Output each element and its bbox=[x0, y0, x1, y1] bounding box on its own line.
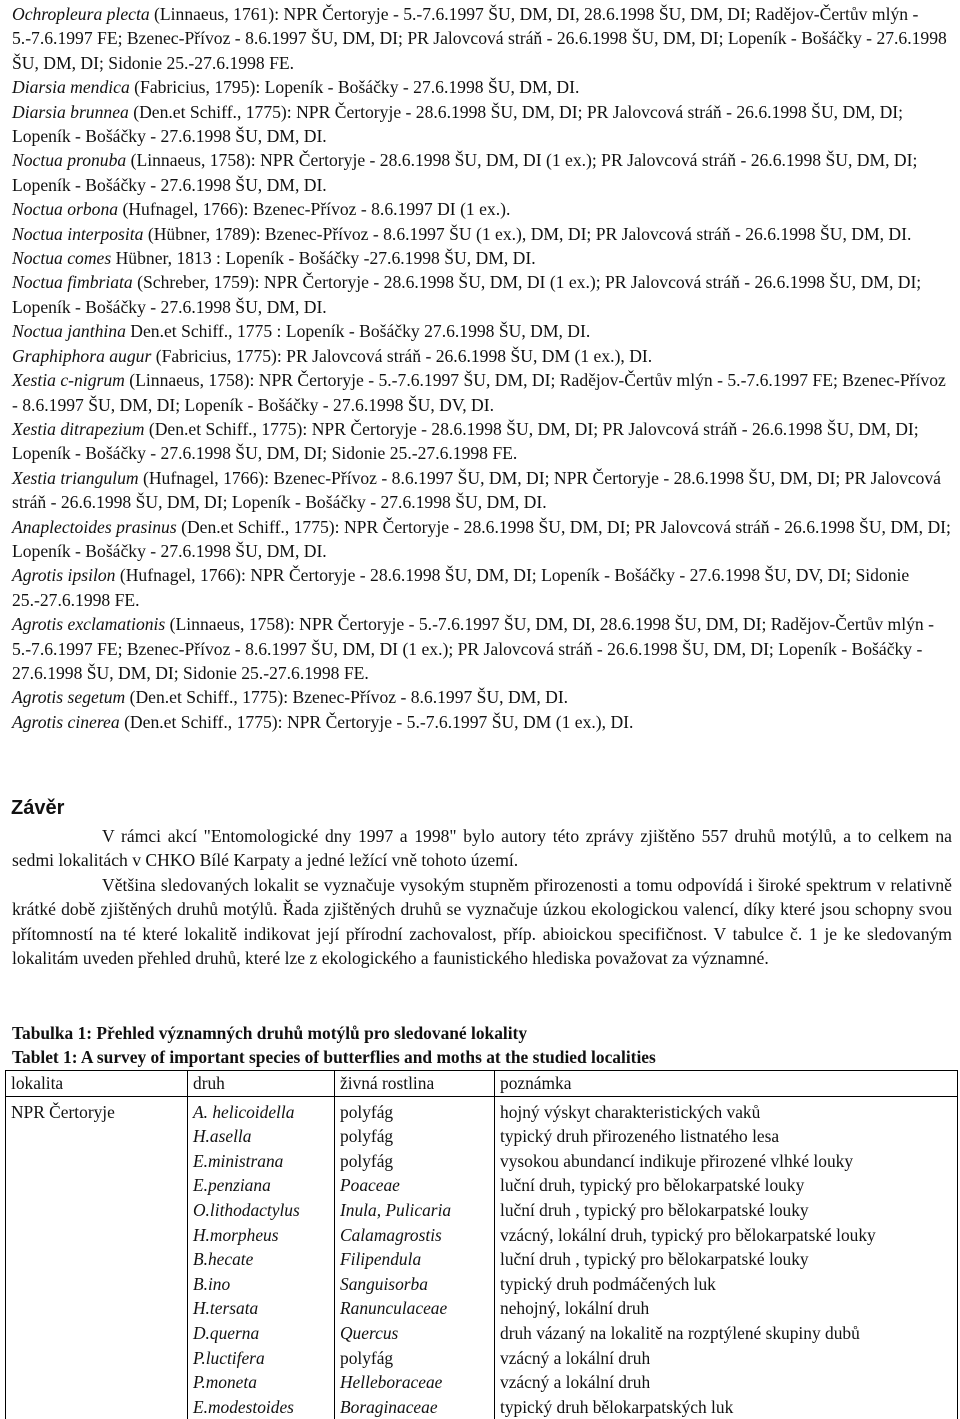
species-name: Agrotis segetum bbox=[12, 687, 126, 708]
table-row bbox=[6, 1395, 958, 1419]
cell-locality: NPR Čertoryje bbox=[6, 1096, 188, 1124]
table-row bbox=[6, 1346, 958, 1371]
cell-note: luční druh , typický pro bělokarpatské louky bbox=[495, 1198, 958, 1223]
species-records: (Linnaeus, 1761): NPR Čertoryje - 5.-7.6.1997 ŠU, DM, DI, 28.6.1998 ŠU, DM, DI; Radějov-Čertův mlýn - 5.-7.6.1997 FE; Bzenec-Přívoz - 8.6.1997 ŠU, DM, DI; PR Jalovcová stráň - 26.6.1998 ŠU, DM, DI; Lopeník - Bošáčky - 27.6.1998 ŠU, DM, DI; Sidonie 25.-27.6.1998 FE. bbox=[12, 4, 947, 73]
species-entry bbox=[12, 222, 956, 246]
species-name: Noctua pronuba bbox=[12, 150, 127, 171]
species-name: Agrotis exclamationis bbox=[12, 614, 166, 635]
conclusion-paragraph: Většina sledovaných lokalit se vyznačuje vysokým stupněm přirozenosti a tomu odpovídá i široké spektrum v relativně krátké době zjištěných druhů motýlů. Řada zjištěných druhů se vyznačuje úzkou ekologickou valencí, díky které jsou schopny svou přítomností na té které lokalitě indikovat její přírodní zachovalost, příp. abioickou specifičnost. V tabulce č. 1 je ke sledovaným lokalitám uveden přehled druhů, které lze z ekologického a faunistického hlediska považovat za významné. bbox=[12, 874, 952, 969]
species-name: Anaplectoides prasinus bbox=[12, 516, 177, 537]
species-entry bbox=[12, 100, 956, 149]
species-entry bbox=[12, 197, 956, 221]
species-records: (Hübner, 1789): Bzenec-Přívoz - 8.6.1997 ŠU (1 ex.), DM, DI; PR Jalovcová stráň - 26.6.1998 ŠU, DM, DI. bbox=[143, 223, 912, 244]
species-records: (Linnaeus, 1758): NPR Čertoryje - 5.-7.6.1997 ŠU, DM, DI, 28.6.1998 ŠU, DM, DI; Radějov-Čertův mlýn - 5.-7.6.1997 FE; Bzenec-Přívoz - 8.6.1997 ŠU, DM, DI (1 ex.); PR Jalovcová stráň - 26.6.1998 ŠU, DM, DI; Lopeník - Bošáčky - 27.6.1998 ŠU, DM, DI; Sidonie 25.-27.6.1998 FE. bbox=[12, 614, 934, 683]
table-row bbox=[6, 1124, 958, 1149]
table-caption bbox=[12, 1021, 957, 1069]
cell-locality bbox=[6, 1346, 188, 1371]
table-row bbox=[6, 1370, 958, 1395]
cell-locality bbox=[6, 1370, 188, 1395]
species-entry bbox=[12, 75, 956, 99]
cell-food-plant: polyfág bbox=[335, 1096, 495, 1124]
cell-species: B.hecate bbox=[188, 1247, 335, 1272]
cell-food-plant: Helleboraceae bbox=[335, 1370, 495, 1395]
species-entry bbox=[12, 612, 956, 685]
cell-note: luční druh, typický pro bělokarpatské louky bbox=[495, 1173, 958, 1198]
cell-locality bbox=[6, 1173, 188, 1198]
cell-locality bbox=[6, 1149, 188, 1174]
table-row bbox=[6, 1198, 958, 1223]
species-entry bbox=[12, 710, 956, 734]
species-entry bbox=[12, 344, 956, 368]
cell-note: typický druh podmáčených luk bbox=[495, 1272, 958, 1297]
cell-note: vzácný a lokální druh bbox=[495, 1370, 958, 1395]
species-name: Xestia c-nigrum bbox=[12, 370, 125, 391]
cell-food-plant: Quercus bbox=[335, 1321, 495, 1346]
cell-species: A. helicoidella bbox=[188, 1096, 335, 1124]
species-records: (Fabricius, 1795): Lopeník - Bošáčky - 27.6.1998 ŠU, DM, DI. bbox=[129, 77, 580, 98]
cell-locality bbox=[6, 1395, 188, 1419]
species-name: Diarsia brunnea bbox=[12, 101, 129, 122]
species-name: Agrotis ipsilon bbox=[12, 565, 116, 586]
table-row bbox=[6, 1247, 958, 1272]
cell-note: typický druh bělokarpatských luk bbox=[495, 1395, 958, 1419]
species-records: (Fabricius, 1775): PR Jalovcová stráň - 26.6.1998 ŠU, DM (1 ex.), DI. bbox=[151, 345, 653, 366]
species-records: (Hufnagel, 1766): Bzenec-Přívoz - 8.6.1997 DI (1 ex.). bbox=[118, 199, 511, 220]
table-row bbox=[6, 1321, 958, 1346]
cell-locality bbox=[6, 1223, 188, 1248]
cell-note: hojný výskyt charakteristických vaků bbox=[495, 1096, 958, 1124]
species-records: (Hufnagel, 1766): NPR Čertoryje - 28.6.1998 ŠU, DM, DI; Lopeník - Bošáčky - 27.6.1998 ŠU, DV, DI; Sidonie 25.-27.6.1998 FE. bbox=[12, 565, 910, 610]
cell-species: E.penziana bbox=[188, 1173, 335, 1198]
cell-note: typický druh přirozeného listnatého lesa bbox=[495, 1124, 958, 1149]
table-row bbox=[6, 1272, 958, 1297]
species-records: (Linnaeus, 1758): NPR Čertoryje - 28.6.1998 ŠU, DM, DI (1 ex.); PR Jalovcová stráň - 26.6.1998 ŠU, DM, DI; Lopeník - Bošáčky - 27.6.1998 ŠU, DM, DI. bbox=[12, 150, 918, 195]
cell-note: luční druh , typický pro bělokarpatské louky bbox=[495, 1247, 958, 1272]
species-name: Xestia ditrapezium bbox=[12, 418, 145, 439]
species-entry bbox=[12, 148, 956, 197]
species-entry bbox=[12, 246, 956, 270]
table-row bbox=[6, 1223, 958, 1248]
table-row bbox=[6, 1149, 958, 1174]
table-caption-czech: Tabulka 1: Přehled významných druhů motýlů pro sledované lokality bbox=[12, 1023, 528, 1043]
cell-locality bbox=[6, 1272, 188, 1297]
species-name: Graphiphora augur bbox=[12, 345, 152, 366]
cell-note: nehojný, lokální druh bbox=[495, 1296, 958, 1321]
column-header-food-plant: živná rostlina bbox=[335, 1071, 495, 1097]
column-header-note: poznámka bbox=[495, 1071, 958, 1097]
species-name: Noctua interposita bbox=[12, 223, 144, 244]
cell-species: P.moneta bbox=[188, 1370, 335, 1395]
conclusion-heading: Závěr bbox=[11, 797, 65, 819]
cell-species: H.tersata bbox=[188, 1296, 335, 1321]
important-species-table bbox=[5, 1070, 958, 1419]
cell-locality bbox=[6, 1247, 188, 1272]
cell-note: druh vázaný na lokalitě na rozptýlené skupiny dubů bbox=[495, 1321, 958, 1346]
species-name: Noctua fimbriata bbox=[12, 272, 133, 293]
cell-species: E.modestoides bbox=[188, 1395, 335, 1419]
cell-locality bbox=[6, 1198, 188, 1223]
cell-food-plant: Sanguisorba bbox=[335, 1272, 495, 1297]
species-name: Noctua comes bbox=[12, 248, 112, 269]
cell-species: B.ino bbox=[188, 1272, 335, 1297]
cell-food-plant: polyfág bbox=[335, 1149, 495, 1174]
species-records: (Schreber, 1759): NPR Čertoryje - 28.6.1998 ŠU, DM, DI (1 ex.); PR Jalovcová stráň - 26.6.1998 ŠU, DM, DI; Lopeník - Bošáčky - 27.6.1998 ŠU, DM, DI. bbox=[12, 272, 922, 317]
cell-note: vysokou abundancí indikuje přirozené vlhké louky bbox=[495, 1149, 958, 1174]
species-occurrence-list bbox=[12, 2, 956, 734]
cell-locality bbox=[6, 1124, 188, 1149]
species-entry bbox=[12, 319, 956, 343]
species-entry bbox=[12, 270, 956, 319]
species-name: Diarsia mendica bbox=[12, 77, 130, 98]
table-body bbox=[6, 1096, 958, 1419]
species-records: (Linnaeus, 1758): NPR Čertoryje - 5.-7.6.1997 ŠU, DM, DI; Radějov-Čertův mlýn - 5.-7.6.1997 FE; Bzenec-Přívoz - 8.6.1997 ŠU, DM, DI; Lopeník - Bošáčky - 27.6.1998 ŠU, DV, DI. bbox=[12, 370, 946, 415]
cell-species: H.asella bbox=[188, 1124, 335, 1149]
cell-food-plant: polyfág bbox=[335, 1346, 495, 1371]
cell-species: D.querna bbox=[188, 1321, 335, 1346]
species-entry bbox=[12, 2, 956, 75]
cell-species: E.ministrana bbox=[188, 1149, 335, 1174]
conclusion-body bbox=[12, 824, 952, 970]
species-records: (Den.et Schiff., 1775): NPR Čertoryje - 28.6.1998 ŠU, DM, DI; PR Jalovcová stráň - 26.6.1998 ŠU, DM, DI; Lopeník - Bošáčky - 27.6.1998 ŠU, DM, DI; Sidonie 25.-27.6.1998 FE. bbox=[12, 418, 919, 464]
species-entry bbox=[12, 563, 956, 612]
cell-food-plant: polyfág bbox=[335, 1124, 495, 1149]
cell-note: vzácný, lokální druh, typický pro bělokarpatské louky bbox=[495, 1223, 958, 1248]
column-header-locality: lokalita bbox=[6, 1071, 188, 1097]
cell-locality bbox=[6, 1321, 188, 1346]
cell-food-plant: Filipendula bbox=[335, 1247, 495, 1272]
species-records: (Den.et Schiff., 1775): NPR Čertoryje - 28.6.1998 ŠU, DM, DI; PR Jalovcová stráň - 26.6.1998 ŠU, DM, DI; Lopeník - Bošáčky - 27.6.1998 ŠU, DM, DI. bbox=[12, 516, 951, 561]
cell-food-plant: Boraginaceae bbox=[335, 1395, 495, 1419]
species-name: Noctua orbona bbox=[12, 199, 119, 220]
cell-species: P.luctifera bbox=[188, 1346, 335, 1371]
column-header-species: druh bbox=[188, 1071, 335, 1097]
species-records: (Den.et Schiff., 1775): NPR Čertoryje - 5.-7.6.1997 ŠU, DM (1 ex.), DI. bbox=[119, 711, 634, 732]
table-row bbox=[6, 1296, 958, 1321]
table-header-row bbox=[6, 1071, 958, 1097]
cell-food-plant: Calamagrostis bbox=[335, 1223, 495, 1248]
species-records: Den.et Schiff., 1775 : Lopeník - Bošáčky 27.6.1998 ŠU, DM, DI. bbox=[125, 321, 591, 342]
species-name: Agrotis cinerea bbox=[12, 711, 120, 732]
species-records: (Den.et Schiff., 1775): Bzenec-Přívoz - 8.6.1997 ŠU, DM, DI. bbox=[125, 687, 569, 708]
species-entry bbox=[12, 685, 956, 709]
species-entry bbox=[12, 368, 956, 417]
species-entry bbox=[12, 417, 956, 466]
species-name: Ochropleura plecta bbox=[12, 4, 150, 24]
table-caption-english: Tablet 1: A survey of important species of butterflies and moths at the studied localities bbox=[12, 1047, 656, 1067]
species-name: Noctua janthina bbox=[12, 321, 126, 342]
species-records: (Den.et Schiff., 1775): NPR Čertoryje - 28.6.1998 ŠU, DM, DI; PR Jalovcová stráň - 26.6.1998 ŠU, DM, DI; Lopeník - Bošáčky - 27.6.1998 ŠU, DM, DI. bbox=[12, 101, 904, 147]
species-name: Xestia triangulum bbox=[12, 467, 139, 488]
table-row bbox=[6, 1173, 958, 1198]
cell-food-plant: Poaceae bbox=[335, 1173, 495, 1198]
cell-food-plant: Ranunculaceae bbox=[335, 1296, 495, 1321]
table-row bbox=[6, 1096, 958, 1124]
cell-species: O.lithodactylus bbox=[188, 1198, 335, 1223]
species-records: Hübner, 1813 : Lopeník - Bošáčky -27.6.1998 ŠU, DM, DI. bbox=[111, 248, 536, 269]
cell-note: vzácný a lokální druh bbox=[495, 1346, 958, 1371]
cell-species: H.morpheus bbox=[188, 1223, 335, 1248]
species-entry bbox=[12, 466, 956, 515]
species-records: (Hufnagel, 1766): Bzenec-Přívoz - 8.6.1997 ŠU, DM, DI; NPR Čertoryje - 28.6.1998 ŠU, DM, DI; PR Jalovcová stráň - 26.6.1998 ŠU, DM, DI; Lopeník - Bošáčky - 27.6.1998 ŠU, DM, DI. bbox=[12, 467, 941, 513]
cell-food-plant: Inula, Pulicaria bbox=[335, 1198, 495, 1223]
cell-locality bbox=[6, 1296, 188, 1321]
conclusion-paragraph: V rámci akcí "Entomologické dny 1997 a 1998" bylo autory této zprávy zjištěno 557 druhů motýlů, a to celkem na sedmi lokalitách v CHKO Bílé Karpaty a jedné ležící vně tohoto území. bbox=[12, 826, 952, 871]
species-entry bbox=[12, 515, 956, 564]
